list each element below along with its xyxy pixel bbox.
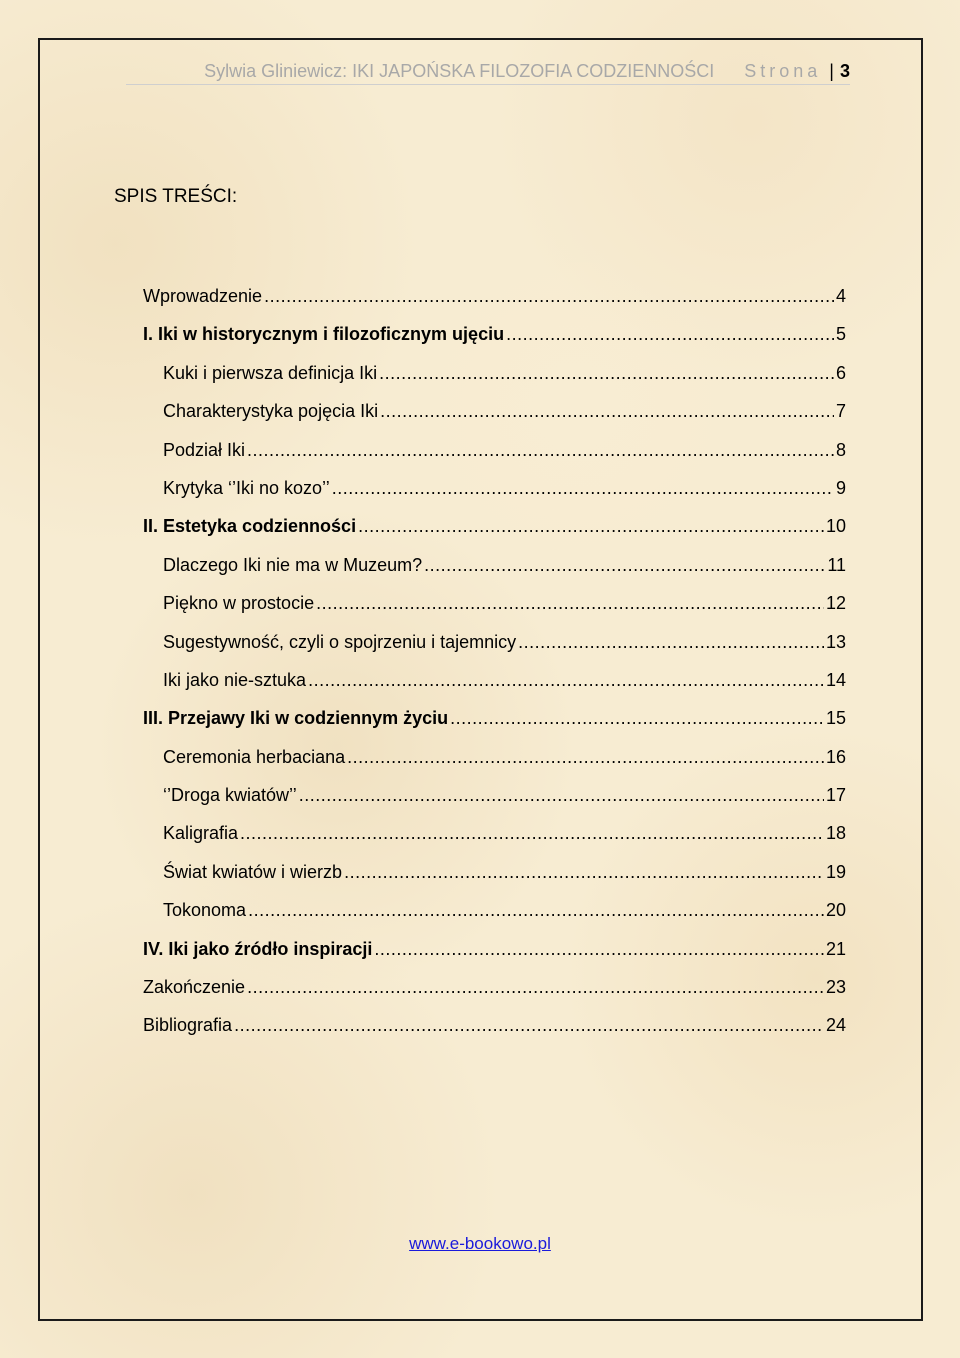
toc-entry-title: Krytyka ‘’Iki no kozo’’ [163, 477, 330, 498]
toc-entry[interactable] [143, 939, 846, 977]
toc-entry[interactable] [143, 593, 846, 631]
toc-entry-title: Ceremonia herbaciana [163, 746, 346, 767]
toc-entry-title: IV. Iki jako źródło inspiracji [143, 938, 373, 959]
toc-entry[interactable] [143, 785, 846, 823]
toc-entry-title: Dlaczego Iki nie ma w Muzeum? [163, 554, 423, 575]
toc-leader-dots [299, 785, 824, 806]
toc-entry-title: Iki jako nie-sztuka [163, 669, 307, 690]
toc-entry[interactable] [143, 440, 846, 478]
toc-entry-title: Sugestywność, czyli o spojrzeniu i tajemnicy [163, 631, 517, 652]
toc-entry[interactable] [143, 401, 846, 439]
toc-leader-dots [240, 823, 824, 844]
toc-entry-page: 8 [835, 439, 846, 460]
toc-entry[interactable] [143, 555, 846, 593]
toc-leader-dots [247, 977, 824, 998]
toc-entry-title: Kaligrafia [163, 823, 239, 844]
toc-leader-dots [234, 1015, 824, 1036]
toc-entry-page: 9 [835, 477, 846, 498]
header-separator: | [829, 60, 834, 81]
toc-entry-page: 11 [827, 554, 846, 575]
toc-leader-dots [518, 632, 824, 653]
toc-leader-dots [424, 555, 825, 576]
toc-entry-page: 19 [825, 861, 846, 882]
toc-entry-title: Charakterystyka pojęcia Iki [163, 401, 379, 422]
header-page-number: 3 [839, 60, 850, 81]
table-of-contents [143, 286, 846, 1054]
toc-entry-page: 5 [835, 324, 846, 345]
toc-entry-page: 6 [835, 362, 846, 383]
toc-leader-dots [379, 363, 834, 384]
toc-entry[interactable] [143, 900, 846, 938]
running-header [126, 58, 850, 84]
header-page-word: Strona [744, 60, 822, 81]
toc-entry[interactable] [143, 670, 846, 708]
header-rule [126, 84, 850, 85]
toc-entry-page: 20 [825, 900, 846, 921]
toc-entry[interactable] [143, 823, 846, 861]
toc-entry-title: II. Estetyka codzienności [143, 516, 357, 537]
toc-leader-dots [332, 478, 834, 499]
toc-entry-title: I. Iki w historycznym i filozoficznym ujęciu [143, 324, 505, 345]
toc-leader-dots [450, 708, 824, 729]
toc-entry[interactable] [143, 708, 846, 746]
toc-entry-page: 14 [825, 669, 846, 690]
toc-leader-dots [347, 747, 824, 768]
toc-entry[interactable] [143, 862, 846, 900]
toc-entry-title: Świat kwiatów i wierzb [163, 861, 343, 882]
toc-entry-page: 10 [825, 516, 846, 537]
website-link[interactable]: www.e-bookowo.pl [409, 1234, 551, 1253]
toc-entry-title: Bibliografia [143, 1015, 233, 1036]
toc-leader-dots [316, 593, 824, 614]
toc-entry-page: 15 [825, 708, 846, 729]
toc-leader-dots [358, 516, 824, 537]
toc-leader-dots [248, 900, 824, 921]
toc-leader-dots [264, 286, 834, 307]
toc-leader-dots [344, 862, 824, 883]
toc-entry-page: 13 [825, 631, 846, 652]
toc-entry[interactable] [143, 363, 846, 401]
header-title: Sylwia Gliniewicz: IKI JAPOŃSKA FILOZOFIA CODZIENNOŚCI [204, 60, 715, 81]
toc-entry-page: 7 [835, 401, 846, 422]
toc-entry-title: Wprowadzenie [143, 286, 263, 306]
toc-entry-page: 21 [825, 938, 846, 959]
toc-entry-title: III. Przejawy Iki w codziennym życiu [143, 708, 449, 729]
toc-entry-title: Kuki i pierwsza definicja Iki [163, 362, 378, 383]
toc-leader-dots [506, 324, 834, 345]
toc-entry-title: Piękno w prostocie [163, 593, 315, 614]
toc-entry[interactable] [143, 1015, 846, 1053]
toc-entry-title: Zakończenie [143, 977, 246, 998]
toc-entry[interactable] [143, 286, 846, 324]
toc-entry[interactable] [143, 977, 846, 1015]
toc-heading: SPIS TREŚCI: [114, 186, 238, 207]
toc-entry[interactable] [143, 478, 846, 516]
toc-leader-dots [247, 440, 834, 461]
toc-entry[interactable] [143, 324, 846, 362]
toc-entry-title: ‘’Droga kwiatów’’ [163, 785, 297, 806]
toc-entry-title: Podział Iki [163, 439, 246, 460]
toc-entry-page: 18 [825, 823, 846, 844]
toc-entry-page: 23 [825, 977, 846, 998]
toc-entry-page: 17 [825, 785, 846, 806]
toc-entry-page: 12 [825, 593, 846, 614]
toc-entry-page: 16 [825, 746, 846, 767]
footer [0, 1234, 960, 1254]
toc-leader-dots [308, 670, 824, 691]
toc-entry-title: Tokonoma [163, 900, 247, 921]
toc-entry[interactable] [143, 747, 846, 785]
toc-entry-page: 4 [835, 286, 846, 306]
toc-leader-dots [380, 401, 834, 422]
toc-entry[interactable] [143, 632, 846, 670]
toc-entry-page: 24 [825, 1015, 846, 1036]
toc-entry[interactable] [143, 516, 846, 554]
toc-leader-dots [374, 939, 824, 960]
